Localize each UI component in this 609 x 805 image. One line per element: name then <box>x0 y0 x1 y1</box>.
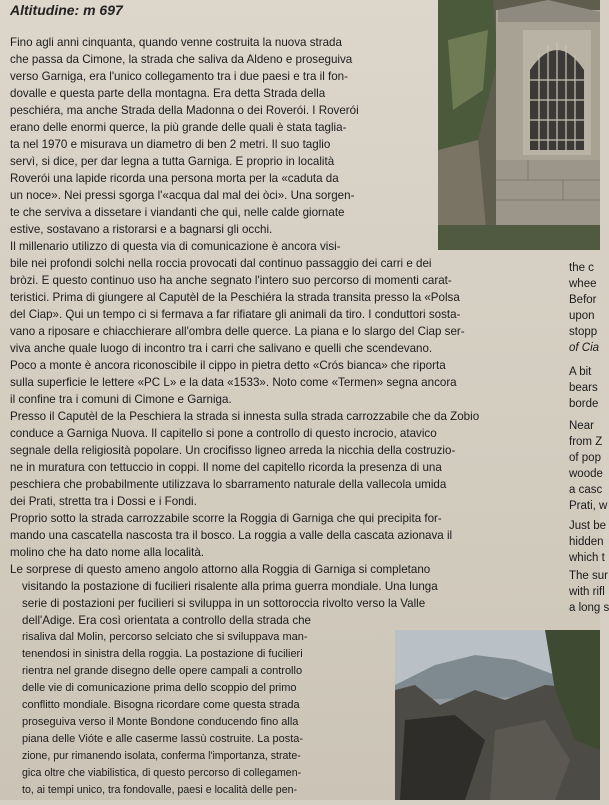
body-line: bile nei profondi solchi nella roccia provocati dal continuo passaggio dei carri e dei <box>10 257 432 270</box>
body-line: conflitto mondiale. Bisogna ricordare come questa strada <box>22 699 300 711</box>
body-line: teristici. Prima di giungere al Caputèl de la Peschiéra la strada transita presso la «Polsa <box>10 291 460 304</box>
english-line: with rifl <box>569 586 605 598</box>
body-line: mando una cascatella nascosta tra il bosco. La roggia a valle della cascata azionava il <box>10 529 453 542</box>
english-line: stopp <box>569 326 598 338</box>
body-line: ne in muratura con tettuccio in coppi. Il nome del capitello ricorda la presenza di una <box>10 461 442 474</box>
body-line: peschiera che probabilmente utilizzava lo sbarramento naturale della vallecola umida <box>10 478 447 491</box>
body-line: del Ciap». Qui un tempo ci si fermava a far rifiatare gli animali da tiro. I conduttori sosta- <box>10 308 461 321</box>
body-line: dei Prati, stretta tra i Dossi e i Fondi. <box>10 495 197 508</box>
english-line: Befor <box>569 294 597 306</box>
english-line: The sur <box>569 570 608 582</box>
body-line: un noce». Nei pressi sgorga l'«acqua dal mal dei òci». Una sorgen- <box>10 189 355 202</box>
body-line: dovalle e questa parte della montagna. Era detta Strada della <box>10 87 326 100</box>
body-line: proseguiva verso il Monte Bondone conducendo fino alla <box>22 716 299 728</box>
body-line: to, ai tempi unico, tra fondovalle, paesi e località delle pen- <box>22 784 298 796</box>
english-line: from Z <box>569 436 603 448</box>
altitude-heading: Altitudine: m 697 <box>10 2 123 18</box>
english-line: a casc <box>569 484 603 496</box>
body-line: Il millenario utilizzo di questa via di comunicazione è ancora visi- <box>10 240 341 253</box>
body-line: vano a riposare e chiacchierare all'ombra delle querce. La piana e lo slargo del Ciap ser- <box>10 325 465 338</box>
body-line: piana delle Vióte e alle caserme lassù costruite. La posta- <box>22 733 304 745</box>
english-line: Just be <box>569 520 607 532</box>
body-line: Roverói una lapide ricorda una persona morta per la «caduta da <box>10 172 339 185</box>
body-line: Poco a monte è ancora riconoscibile il cippo in pietra detto «Crós bianca» che riporta <box>10 359 446 372</box>
body-line: serie di postazioni per fucilieri si sviluppa in un sottoroccia rivolto verso la Valle <box>22 597 426 610</box>
body-line: Fino agli anni cinquanta, quando venne costruita la nuova strada <box>10 36 342 49</box>
body-line: tenendosi in sinistra della roggia. La postazione di fucilieri <box>22 648 303 660</box>
english-line: woode <box>569 468 603 480</box>
body-line: ta nel 1970 e misurava un diametro di ben 2 metri. Il suo taglio <box>10 138 331 151</box>
body-line: Presso il Caputèl de la Peschiera la strada si innesta sulla strada carrozzabile che da Zobio <box>10 410 480 423</box>
body-line: Proprio sotto la strada carrozzabile scorre la Roggia di Garniga che qui precipita for- <box>10 512 442 525</box>
body-line: segnale della religiosità popolare. Un crocifisso ligneo arreda la nicchia della costruzio- <box>10 444 456 457</box>
body-line: estive, sostavano a ristorarsi e a bagnarsi gli occhi. <box>10 223 273 236</box>
body-line: che passa da Cimone, la strada che saliva da Aldeno e proseguiva <box>10 53 353 66</box>
body-line: sulla superficie le lettere «PC L» e la data «1533». Noto come «Termen» segna ancora <box>10 376 457 389</box>
body-line: servì, si dice, per dar legna a tutta Garniga. E proprio in località <box>10 155 335 168</box>
body-line: erano delle enormi querce, la più grande delle quali è stata taglia- <box>10 121 347 134</box>
body-line: molino che ha dato nome alla località. <box>10 546 204 559</box>
body-line: zione, pur rimanendo isolata, conferma l'importanza, strate- <box>22 750 301 762</box>
body-line: te che serviva a dissetare i viandanti che qui, nelle calde giornate <box>10 206 345 219</box>
mountain-photo-image <box>395 630 600 800</box>
mountain-photo <box>395 630 600 800</box>
english-line: of Cia <box>569 342 600 354</box>
english-line: a long s <box>569 602 609 614</box>
body-line: rientra nel grande disegno delle opere campali a controllo <box>22 665 303 677</box>
english-line: hidden <box>569 536 604 548</box>
body-line: peschiéra, ma anche Strada della Madonna o dei Roverói. I Roverói <box>10 104 359 117</box>
english-line: bears <box>569 382 598 394</box>
body-line: conduce a Garniga Nuova. Il capitello si pone a controllo di questo incrocio, atavico <box>10 427 437 440</box>
body-line: viva anche quale luogo di incontro tra i carri che salivano e quelli che scendevano. <box>10 342 433 355</box>
body-line: Le sorprese di questo ameno angolo attorno alla Roggia di Garniga si completano <box>10 563 431 576</box>
english-line: borde <box>569 398 599 410</box>
body-line: delle vie di comunicazione prima dello scoppio del primo <box>22 682 297 694</box>
english-line: the c <box>569 262 594 274</box>
shrine-photo-image <box>438 0 600 250</box>
english-line: of pop <box>569 452 601 464</box>
english-line: A bit <box>569 366 592 378</box>
body-line: visitando la postazione di fucilieri risalente alla prima guerra mondiale. Una lunga <box>22 580 438 593</box>
english-line: Prati, w <box>569 500 608 512</box>
english-line: Near <box>569 420 594 432</box>
body-line: gica oltre che viabilistica, di questo percorso di collegamen- <box>22 767 302 779</box>
english-line: upon <box>569 310 595 322</box>
english-column-fragment <box>545 262 609 622</box>
shrine-photo <box>438 0 600 250</box>
body-line: il confine tra i comuni di Cimone e Garniga. <box>10 393 232 406</box>
body-line: risaliva dal Molin, percorso selciato che si sviluppava man- <box>22 631 308 643</box>
english-line: which t <box>569 552 605 564</box>
body-line: bròzi. E questo continuo uso ha anche segnato l'intero suo percorso di momenti carat- <box>10 274 452 287</box>
body-line: dell'Adige. Era così orientata a controllo della strada che <box>22 614 312 627</box>
body-line: verso Garniga, era l'unico collegamento tra i due paesi e tra il fon- <box>10 70 348 83</box>
english-line: whee <box>569 278 597 290</box>
